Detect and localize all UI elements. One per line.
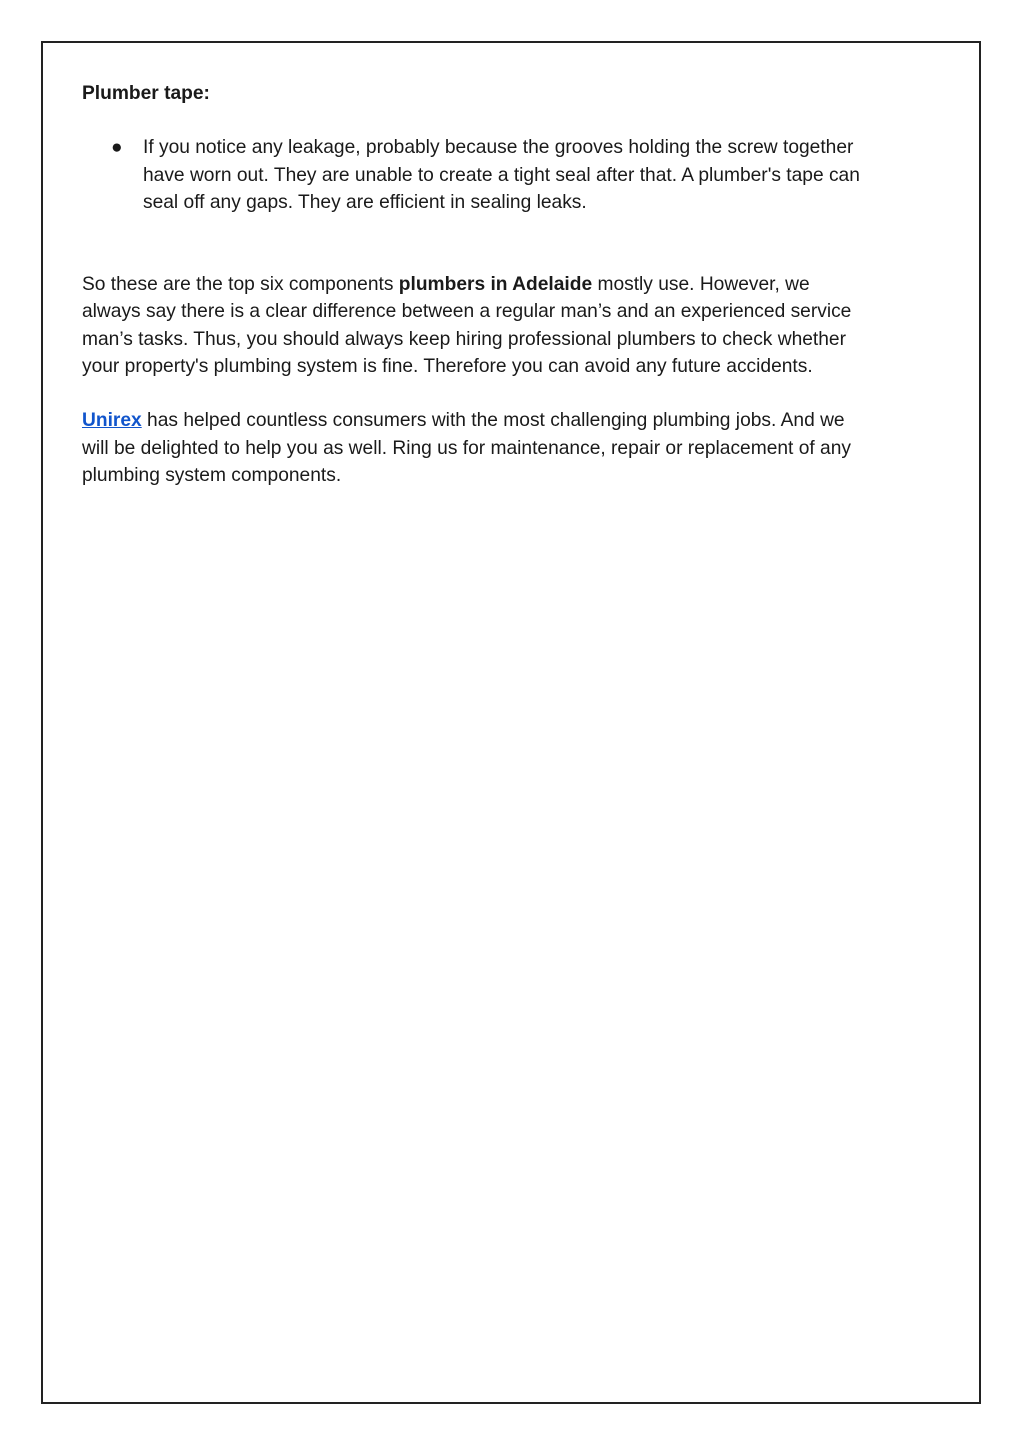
paragraph-summary-text-end: mostly use. However, we always say there is a clear difference between a regular man’s and an experienced service man’s tasks. Thus, you should always keep hiring professional plumbers to check whether your property's plumbing system is fine. Therefore you can avoid any future accidents.: [82, 274, 852, 378]
document-content: [82, 80, 862, 489]
paragraph-call-to-action: [82, 407, 862, 489]
bullet-list: [82, 134, 862, 216]
paragraph-summary: [82, 271, 862, 380]
bullet-icon: ●: [111, 137, 123, 159]
paragraph-call-to-action-text: has helped countless consumers with the most challenging plumbing jobs. And we will be delighted to help you as well. Ring us for maintenance, repair or replacement of any plumbing system components.: [82, 410, 851, 486]
paragraph-summary-text-start: So these are the top six components: [82, 274, 399, 296]
bullet-text: If you notice any leakage, probably because the grooves holding the screw together have worn out. They are unable to create a tight seal after that. A plumber's tape can seal off any gaps. They are efficient in sealing leaks.: [143, 137, 860, 213]
bold-keyword: plumbers in Adelaide: [398, 274, 593, 296]
unirex-link[interactable]: Unirex: [82, 410, 142, 432]
section-heading: Plumber tape:: [82, 83, 210, 104]
list-item: [82, 134, 862, 216]
